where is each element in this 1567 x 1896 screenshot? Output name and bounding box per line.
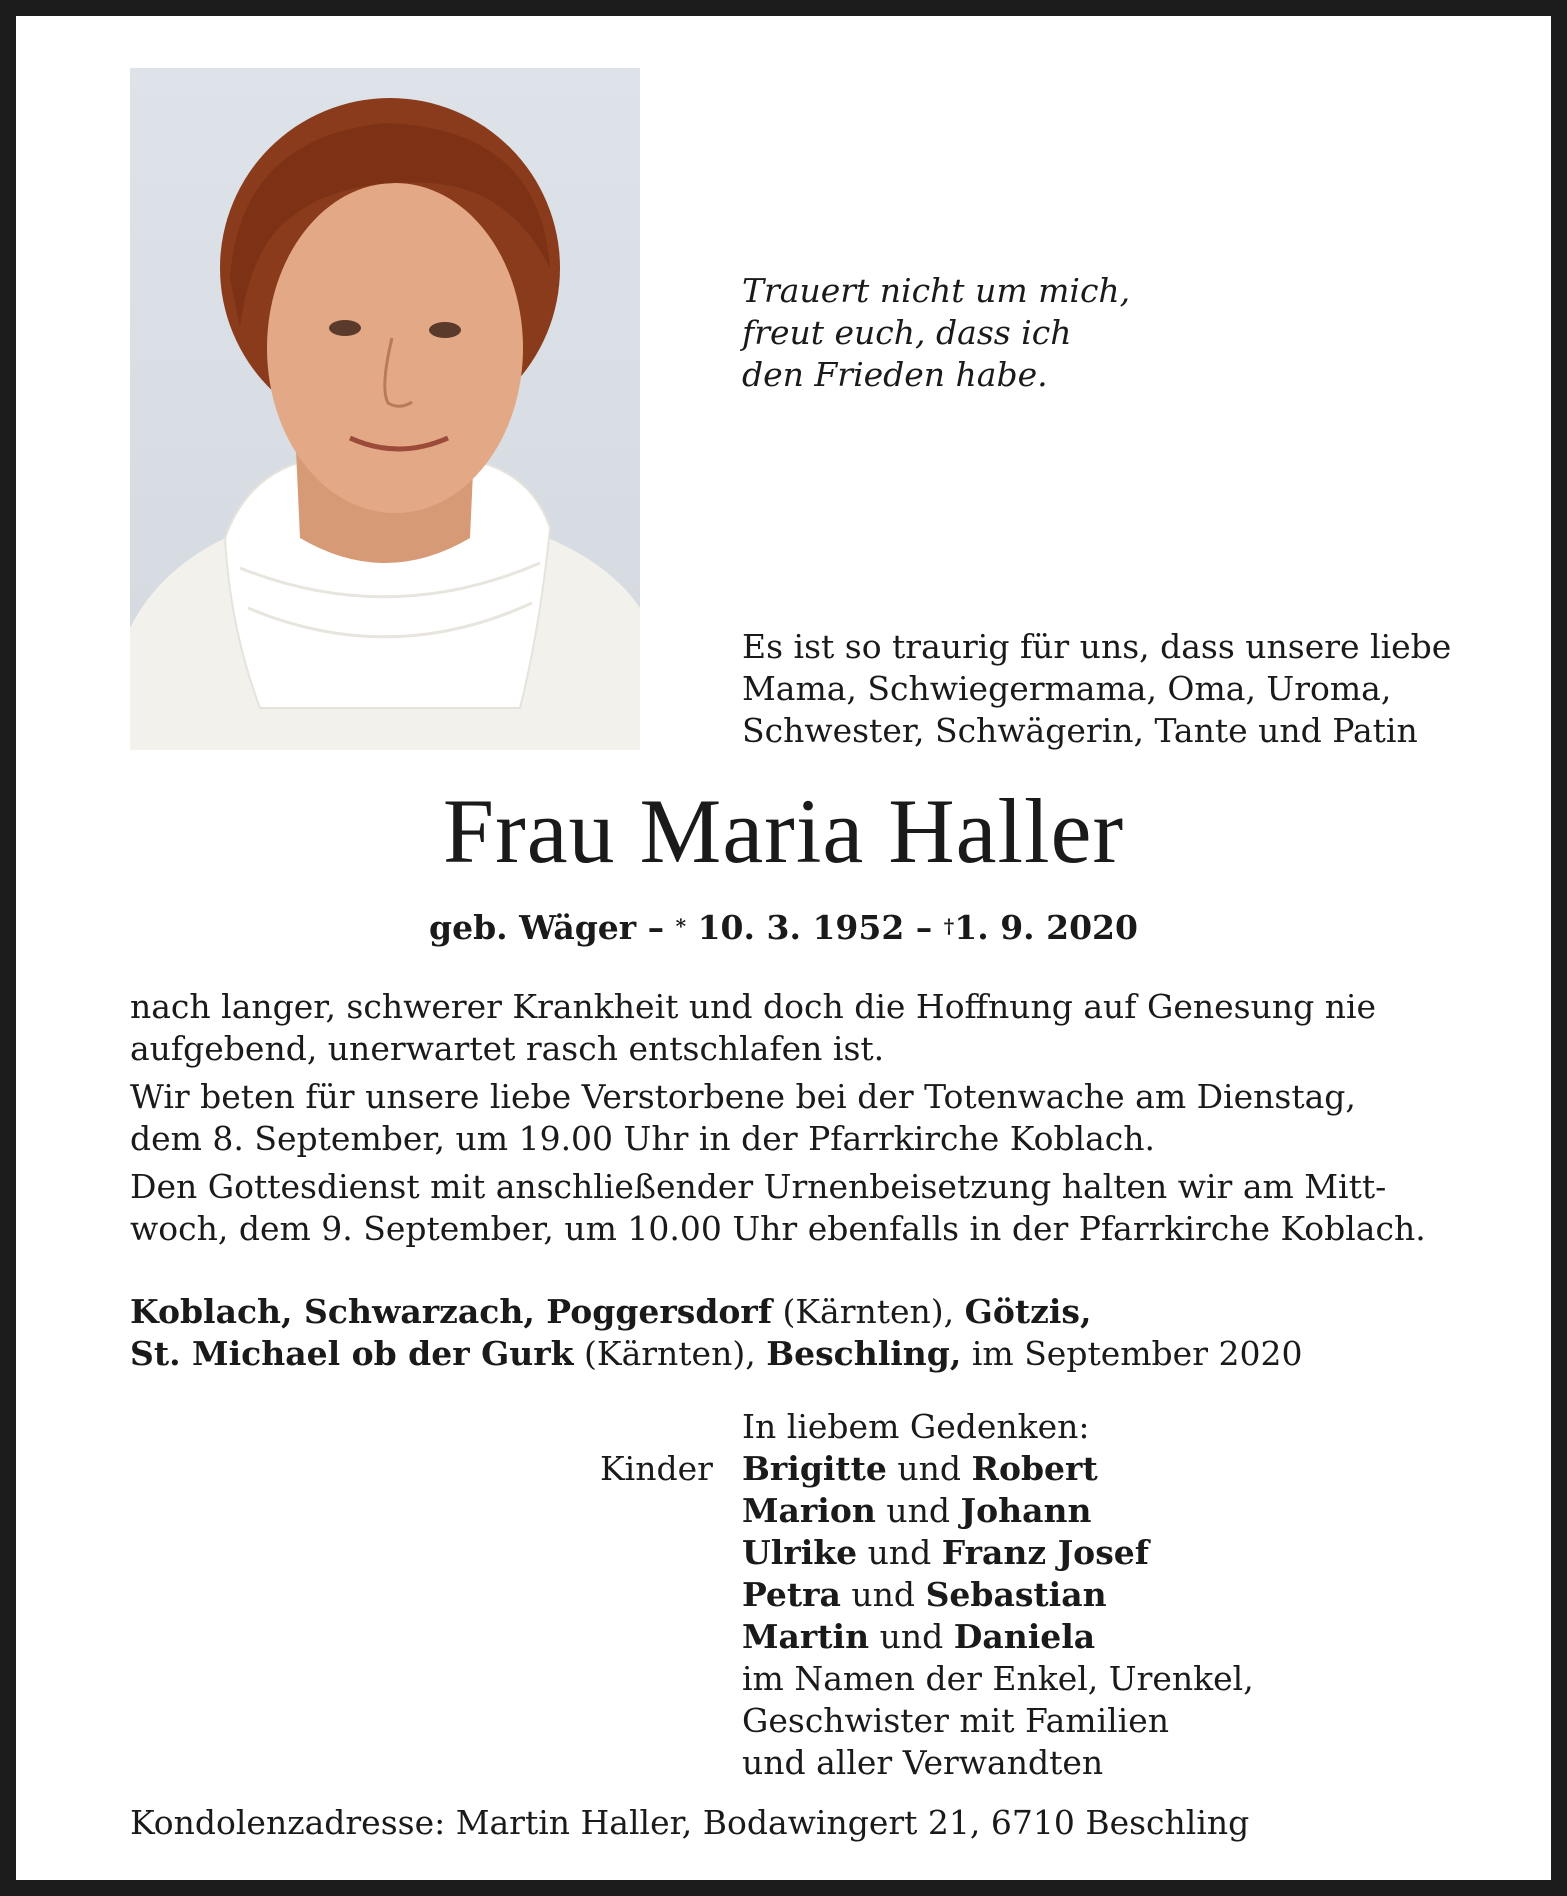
place-names: Koblach, Schwarzach, Poggersdorf: [130, 1292, 773, 1331]
couple-line: [742, 1574, 1254, 1616]
couple-line: [742, 1616, 1254, 1658]
condolence-address: Kondolenzadresse: Martin Haller, Bodawingert 21, 6710 Beschling: [130, 1803, 1250, 1842]
intro-text: [742, 626, 1451, 752]
maiden-name: geb. Wäger: [429, 908, 637, 947]
dash: –: [636, 908, 676, 947]
dash: –: [904, 908, 944, 947]
mourners-heading: In liebem Gedenken:: [742, 1407, 1090, 1446]
closing-line: und aller Verwandten: [742, 1743, 1104, 1782]
conjunction: und: [840, 1575, 926, 1614]
obituary-body: [130, 986, 1440, 1256]
body-line: aufgebend, unerwartet rasch entschlafen ist.: [130, 1029, 885, 1068]
intro-line: Es ist so traurig für uns, dass unsere liebe: [742, 627, 1452, 666]
closing-line: Geschwister mit Familien: [742, 1701, 1170, 1740]
place-names: Götzis,: [964, 1292, 1092, 1331]
life-dates: [16, 908, 1551, 948]
body-line: woch, dem 9. September, um 10.00 Uhr ebenfalls in der Pfarrkirche Koblach.: [130, 1209, 1426, 1248]
intro-line: Mama, Schwiegermama, Oma, Uroma,: [742, 669, 1392, 708]
portrait-photo: [130, 68, 640, 750]
mourners-list: [742, 1406, 1254, 1784]
place-note: (Kärnten),: [772, 1292, 965, 1331]
body-paragraph: [130, 1166, 1440, 1250]
mourner-name: Johann: [960, 1491, 1092, 1530]
place-names: Beschling,: [766, 1334, 962, 1373]
body-line: Den Gottesdienst mit anschließender Urnenbeisetzung halten wir am Mitt-: [130, 1167, 1387, 1206]
closing-line: im Namen der Enkel, Urenkel,: [742, 1659, 1254, 1698]
obituary-page: [16, 16, 1551, 1880]
quote-line: Trauert nicht um mich,: [742, 271, 1131, 310]
death-date: 1. 9. 2020: [954, 908, 1138, 947]
deceased-name: Frau Maria Haller: [442, 780, 1125, 882]
portrait-illustration: [130, 68, 640, 750]
body-paragraph: [130, 1076, 1440, 1160]
body-paragraph: [130, 986, 1440, 1070]
birth-date: 10. 3. 1952: [686, 908, 905, 947]
body-line: dem 8. September, um 19.00 Uhr in der Pfarrkirche Koblach.: [130, 1119, 1156, 1158]
conjunction: und: [857, 1533, 942, 1572]
birth-symbol: *: [675, 914, 687, 938]
intro-line: Schwester, Schwägerin, Tante und Patin: [742, 711, 1418, 750]
death-symbol: †: [943, 914, 955, 938]
mourner-name: Brigitte: [742, 1449, 887, 1488]
mourner-name: Ulrike: [742, 1533, 858, 1572]
mourner-name: Daniela: [953, 1617, 1096, 1656]
couple-line: [742, 1490, 1254, 1532]
body-line: Wir beten für unsere liebe Verstorbene bei der Totenwache am Dienstag,: [130, 1077, 1356, 1116]
mourner-name: Marion: [742, 1491, 876, 1530]
conjunction: und: [869, 1617, 954, 1656]
mourner-name: Petra: [742, 1575, 841, 1614]
couple-line: [742, 1532, 1254, 1574]
conjunction: und: [886, 1449, 972, 1488]
kinder-label: Kinder: [600, 1449, 713, 1488]
mourner-name: Franz Josef: [941, 1533, 1149, 1572]
memorial-quote: [742, 270, 1130, 396]
quote-line: freut euch, dass ich: [742, 313, 1072, 352]
date-line: im September 2020: [961, 1334, 1303, 1373]
place-note: (Kärnten),: [573, 1334, 767, 1373]
mourner-name: Sebastian: [925, 1575, 1107, 1614]
place-names: St. Michael ob der Gurk: [130, 1334, 574, 1373]
couple-line: [742, 1448, 1254, 1490]
mourner-name: Martin: [742, 1617, 870, 1656]
place-and-date: [130, 1291, 1302, 1375]
conjunction: und: [875, 1491, 961, 1530]
body-line: nach langer, schwerer Krankheit und doch die Hoffnung auf Genesung nie: [130, 987, 1377, 1026]
quote-line: den Frieden habe.: [742, 355, 1048, 394]
mourner-name: Robert: [971, 1449, 1098, 1488]
